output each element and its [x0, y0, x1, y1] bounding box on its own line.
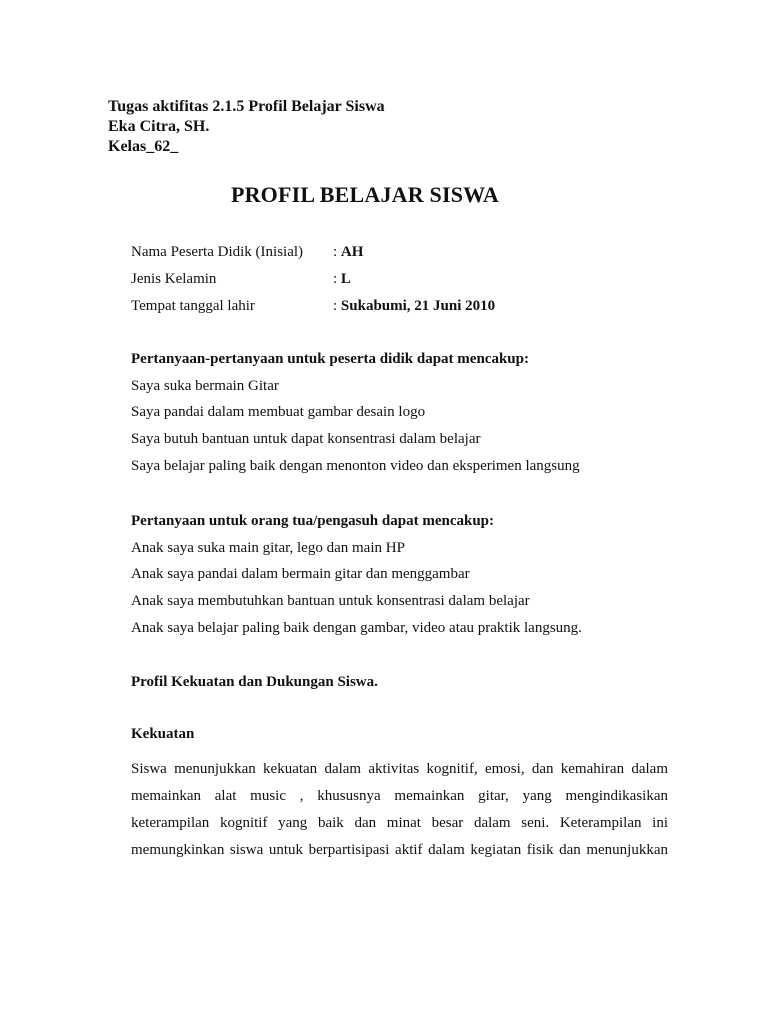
identity-value	[333, 296, 495, 323]
document-header	[108, 97, 385, 157]
identity-label: Nama Peserta Didik (Inisial)	[131, 244, 304, 260]
identity-row	[131, 269, 668, 296]
identity-colon: :	[333, 244, 341, 260]
identity-row	[131, 296, 668, 323]
paragraph-line: memainkan alat music , khususnya memainkan gitar, yang mengindikasikan	[131, 788, 668, 804]
paragraph-line: memungkinkan siswa untuk berpartisipasi aktif dalam kegiatan fisik dan menunjukkan	[131, 842, 668, 858]
identity-label: Jenis Kelamin	[131, 271, 217, 287]
identity-label: Tempat tanggal lahir	[131, 298, 255, 314]
identity-value-text: L	[340, 271, 351, 287]
identity-colon: :	[333, 271, 341, 287]
list-item: Anak saya pandai dalam bermain gitar dan menggambar	[131, 566, 470, 583]
list-item: Anak saya membutuhkan bantuan untuk konsentrasi dalam belajar	[131, 593, 530, 610]
paragraph-line: Siswa menunjukkan kekuatan dalam aktivitas kognitif, emosi, dan kemahiran dalam	[131, 761, 668, 777]
list-item: Anak saya belajar paling baik dengan gambar, video atau praktik langsung.	[131, 619, 582, 636]
section-heading: Pertanyaan-pertanyaan untuk peserta didik dapat mencakup:	[131, 351, 529, 367]
author-name: Eka Citra, SH.	[108, 118, 210, 135]
strength-paragraph	[131, 756, 668, 864]
identity-value	[333, 242, 363, 269]
class-label: Kelas_62_	[108, 138, 179, 155]
assignment-title: Tugas aktifitas 2.1.5 Profil Belajar Siswa	[108, 98, 385, 115]
list-item: Saya suka bermain Gitar	[131, 377, 279, 394]
list-item: Saya butuh bantuan untuk dapat konsentrasi dalam belajar	[131, 431, 481, 448]
list-item: Saya belajar paling baik dengan menonton video dan eksperimen langsung	[131, 457, 580, 474]
parent-questions-section	[131, 508, 668, 642]
list-item: Saya pandai dalam membuat gambar desain logo	[131, 404, 426, 421]
identity-value	[333, 269, 351, 296]
student-questions-section	[131, 346, 668, 480]
strength-heading: Kekuatan	[131, 726, 195, 742]
list-item: Anak saya suka main gitar, lego dan main HP	[131, 539, 405, 556]
identity-value-text: Sukabumi, 21 Juni 2010	[340, 298, 496, 314]
profile-heading: Profil Kekuatan dan Dukungan Siswa.	[131, 674, 378, 690]
section-heading: Pertanyaan untuk orang tua/pengasuh dapat mencakup:	[131, 513, 494, 529]
page-title: PROFIL BELAJAR SISWA	[230, 182, 500, 207]
identity-row	[131, 242, 668, 269]
paragraph-line: keterampilan kognitif yang baik dan minat besar dalam seni. Keterampilan ini	[131, 815, 668, 831]
identity-colon: :	[333, 298, 341, 314]
identity-table	[131, 242, 668, 323]
identity-value-text: AH	[340, 244, 364, 260]
